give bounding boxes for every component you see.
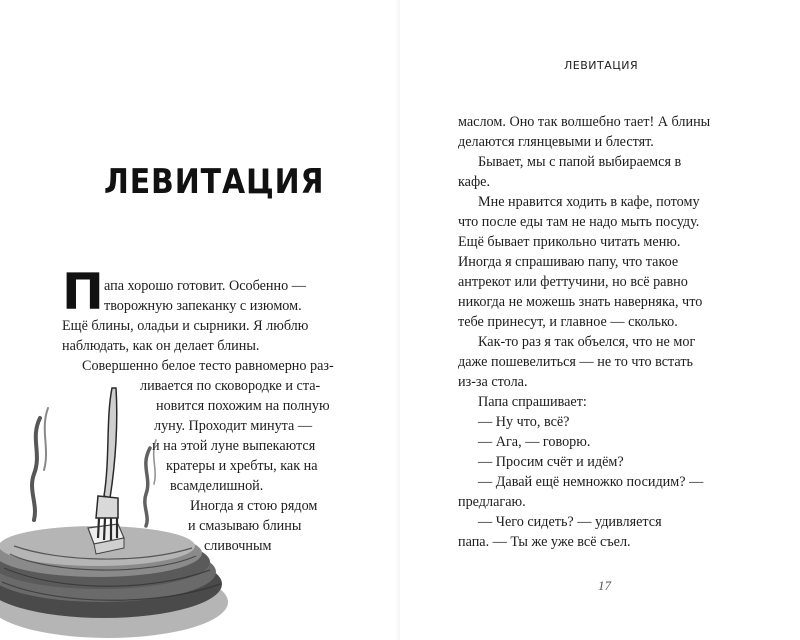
text-line: — Чего сидеть? — удивляется bbox=[478, 514, 662, 530]
text-line: наблюдать, как он делает блины. bbox=[62, 338, 260, 354]
text-line: всамделишной. bbox=[170, 478, 264, 494]
text-line: — Давай ещё немножко посидим? — bbox=[478, 474, 704, 490]
text-line: Совершенно белое тесто равномерно раз- bbox=[82, 358, 334, 374]
text-line: тебе принесут, и главное — сколько. bbox=[458, 314, 678, 330]
text-line: апа хорошо готовит. Особенно — bbox=[104, 278, 306, 294]
text-line: из-за стола. bbox=[458, 374, 528, 390]
text-line: Ещё блины, оладьи и сырники. Я люблю bbox=[62, 318, 309, 334]
page-number: 17 bbox=[598, 578, 611, 593]
text-line: ливается по сковородке и ста- bbox=[140, 378, 321, 394]
text-line: делаются глянцевыми и блестят. bbox=[458, 134, 654, 150]
text-line: и на этой луне выпекаются bbox=[152, 438, 316, 454]
text-line: кафе. bbox=[458, 174, 491, 190]
text-line: творожную запеканку с изюмом. bbox=[104, 298, 302, 314]
chapter-title: ЛЕВИТАЦИЯ bbox=[104, 162, 325, 202]
text-line: — Просим счёт и идём? bbox=[478, 454, 624, 470]
text-line: — Ага, — говорю. bbox=[478, 434, 591, 450]
text-line: кратеры и хребты, как на bbox=[166, 458, 318, 474]
text-line: Бывает, мы с папой выбираемся в bbox=[478, 154, 682, 170]
text-line: папа. — Ты же уже всё съел. bbox=[458, 534, 631, 550]
text-line: антрекот или феттучини, но всё равно bbox=[458, 274, 688, 290]
text-line: Ещё бывает прикольно читать меню. bbox=[458, 234, 681, 250]
text-line: что после еды там не надо мыть посуду. bbox=[458, 214, 700, 230]
text-line: Иногда я спрашиваю папу, что такое bbox=[458, 254, 679, 270]
text-line: — Ну что, всё? bbox=[478, 414, 570, 430]
text-line: никогда не можешь знать наверняка, что bbox=[458, 294, 703, 310]
right-page bbox=[400, 0, 800, 640]
text-line: и смазываю блины bbox=[188, 518, 302, 534]
running-head: ЛЕВИТАЦИЯ bbox=[564, 59, 639, 72]
text-line: луну. Проходит минута — bbox=[154, 418, 313, 434]
text-line: Иногда я стою рядом bbox=[190, 498, 318, 514]
text-line: Папа спрашивает: bbox=[478, 394, 587, 410]
text-line: Как-то раз я так объелся, что не мог bbox=[478, 334, 696, 350]
text-line: Мне нравится ходить в кафе, потому bbox=[478, 194, 700, 210]
text-line: предлагаю. bbox=[458, 494, 526, 510]
pancake-with-fork-illustration bbox=[0, 378, 230, 640]
text-line: новится похожим на полную bbox=[156, 398, 330, 414]
text-line: сливочным bbox=[204, 538, 272, 554]
drop-cap: П bbox=[62, 263, 104, 321]
text-line: даже пошевелиться — не то что встать bbox=[458, 354, 694, 370]
text-line: маслом. Оно так волшебно тает! А блины bbox=[458, 114, 711, 130]
